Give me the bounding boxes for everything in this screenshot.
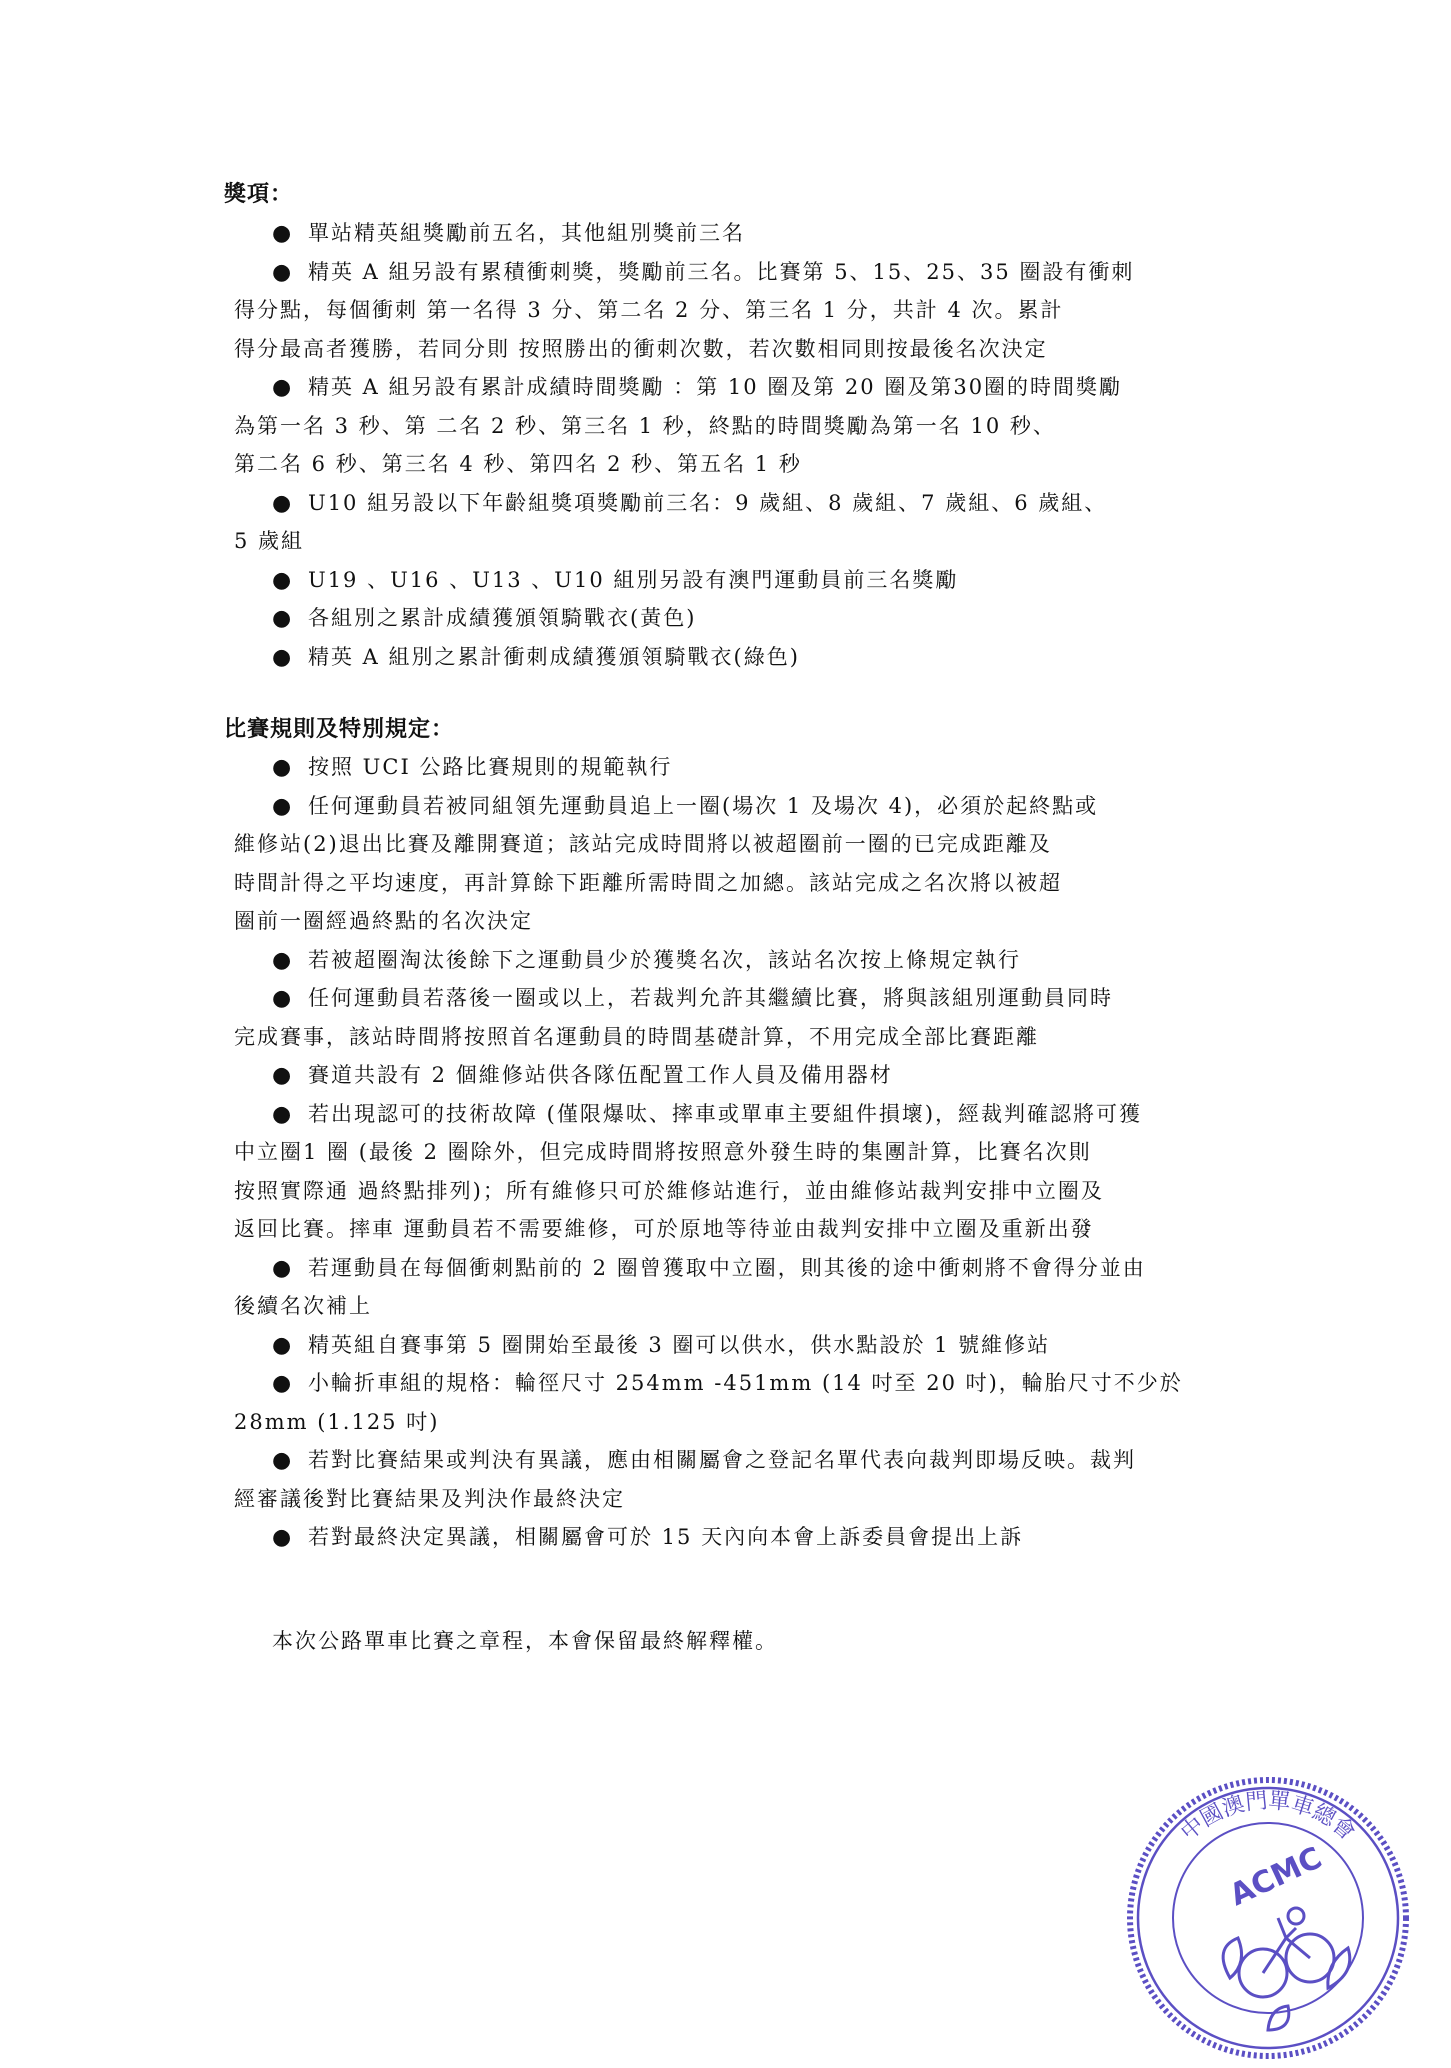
list-item [234, 253, 1252, 369]
list-item-text: 28mm (1.125 吋) [234, 1409, 440, 1434]
acmc-seal-stamp [1118, 1768, 1418, 2068]
list-item [272, 1518, 1252, 1557]
list-item-text: 按照實際通 過終點排列)；所有維修只可於維修站進行，並由維修站裁判安排中立圈及 [234, 1178, 1104, 1203]
seal-arc-text: 中國澳門單車總會 [1176, 1788, 1360, 1846]
list-item-text: 各組別之累計成績獲頒領騎戰衣(黃色) [308, 606, 697, 630]
bullet-icon: ● [272, 755, 294, 780]
list-item-text: 若被超圈淘汰後餘下之運動員少於獲獎名次，該站名次按上條規定執行 [308, 947, 1021, 972]
list-item [272, 638, 1252, 677]
seal-serrated-edge [1130, 1780, 1406, 2056]
list-item-text: 後續名次補上 [234, 1294, 372, 1318]
bullet-icon: ● [272, 1332, 294, 1358]
list-item [272, 941, 1252, 980]
bullet-icon: ● [272, 1255, 294, 1281]
list-item-text: U19 、U16 、U13 、U10 組別另設有澳門運動員前三名獎勵 [308, 567, 959, 592]
list-item-text: 得分點，每個衝刺 第一名得 3 分、第二名 2 分、第三名 1 分，共計 4 次。累計 [234, 298, 1064, 322]
bullet-icon: ● [272, 644, 294, 670]
list-item-text: 賽道共設有 2 個維修站供各隊伍配置工作人員及備用器材 [308, 1063, 893, 1087]
list-item-text: 若對最終決定異議，相關屬會可於 15 天內向本會上訴委員會提出上訴 [308, 1525, 1024, 1549]
list-item-text: 經審議後對比賽結果及判決作最終決定 [234, 1486, 625, 1511]
list-item-text: 任何運動員若被同組領先運動員追上一圈(場次 1 及場次 4)，必須於起終點或 [308, 793, 1099, 818]
list-item [272, 748, 1252, 787]
list-item-text: 圈前一圈經過終點的名次決定 [234, 909, 533, 933]
list-item [272, 1326, 1252, 1365]
list-item [272, 561, 1252, 600]
bullet-icon: ● [272, 375, 294, 400]
awards-list [234, 214, 1252, 676]
list-item-text: 為第一名 3 秒、第 二名 2 秒、第三名 1 秒，終點的時間獎勵為第一名 10 秒、 [234, 413, 1056, 438]
bullet-icon: ● [272, 221, 294, 246]
bullet-icon: ● [272, 1525, 294, 1550]
bullet-icon: ● [272, 567, 294, 593]
bullet-icon: ● [272, 606, 294, 631]
bullet-icon: ● [272, 986, 294, 1011]
list-item-text: 精英 A 組另設有累積衝刺獎，獎勵前三名。比賽第 5、15、25、35 圈設有衝刺 [308, 259, 1135, 284]
list-item [234, 979, 1252, 1056]
list-item-text: 若出現認可的技術故障 (僅限爆呔、摔車或單車主要組件損壞)，經裁判確認將可獲 [308, 1101, 1143, 1126]
list-item-text: 單站精英組獎勵前五名，其他組別獎前三名 [308, 221, 745, 245]
list-item-text: 若運動員在每個衝刺點前的 2 圈曾獲取中立圈，則其後的途中衝刺將不會得分並由 [308, 1255, 1146, 1280]
closing-statement: 本次公路單車比賽之章程，本會保留最終解釋權。 [272, 1629, 778, 1653]
list-item [234, 484, 1252, 561]
list-item-text: 5 歲組 [234, 529, 305, 553]
list-item [234, 787, 1252, 941]
seal-acronym: ACMC [1224, 1840, 1328, 1914]
list-item-text: 若對比賽結果或判決有異議，應由相關屬會之登記名單代表向裁判即場反映。裁判 [308, 1448, 1136, 1472]
rules-list [234, 748, 1252, 1557]
list-item-text: U10 組另設以下年齡組獎項獎勵前三名：9 歲組、8 歲組、7 歲組、6 歲組、 [308, 490, 1108, 515]
list-item-text: 返回比賽。摔車 運動員若不需要維修，可於原地等待並由裁判安排中立圈及重新出發 [234, 1217, 1094, 1241]
bullet-icon: ● [272, 947, 294, 973]
list-item-text: 得分最高者獲勝，若同分則 按照勝出的衝刺次數，若次數相同則按最後名次決定 [234, 336, 1048, 361]
list-item-text: 時間計得之平均速度，再計算餘下距離所需時間之加總。該站完成之名次將以被超 [234, 870, 1062, 895]
bullet-icon: ● [272, 1063, 294, 1088]
list-item-text: 維修站(2)退出比賽及離開賽道；該站完成時間將以被超圈前一圈的已完成距離及 [234, 832, 1052, 856]
list-item-text: 小輪折車組的規格：輪徑尺寸 254mm -451mm (14 吋至 20 吋)，輪胎尺寸不少於 [308, 1371, 1183, 1395]
list-item-text: 任何運動員若落後一圈或以上，若裁判允許其繼續比賽，將與該組別運動員同時 [308, 986, 1113, 1010]
list-item [234, 1095, 1252, 1249]
bullet-icon: ● [272, 490, 294, 516]
list-item [272, 214, 1252, 253]
list-item-text: 精英 A 組另設有累計成績時間獎勵 ：第 10 圈及第 20 圈及第30圈的時間獎勵 [308, 375, 1123, 399]
list-item-text: 完成賽事，該站時間將按照首名運動員的時間基礎計算，不用完成全部比賽距離 [234, 1024, 1039, 1049]
rules-heading: 比賽規則及特別規定： [224, 716, 455, 742]
list-item [272, 1056, 1252, 1095]
list-item-text: 按照 UCI 公路比賽規則的規範執行 [308, 755, 673, 779]
bullet-icon: ● [272, 1371, 294, 1396]
list-item-text: 第二名 6 秒、第三名 4 秒、第四名 2 秒、第五名 1 秒 [234, 452, 802, 476]
bullet-icon: ● [272, 1101, 294, 1127]
list-item [272, 599, 1252, 638]
bullet-icon: ● [272, 1448, 294, 1473]
bullet-icon: ● [272, 259, 294, 285]
list-item [234, 368, 1252, 484]
bullet-icon: ● [272, 793, 294, 819]
list-item-text: 精英 A 組別之累計衝刺成績獲頒領騎戰衣(綠色) [308, 644, 800, 669]
list-item-text: 精英組自賽事第 5 圈開始至最後 3 圈可以供水，供水點設於 1 號維修站 [308, 1332, 1051, 1357]
list-item [234, 1249, 1252, 1326]
awards-heading: 獎項： [224, 181, 294, 207]
list-item [234, 1364, 1252, 1441]
list-item-text: 中立圈1 圈 (最後 2 圈除外，但完成時間將按照意外發生時的集團計算，比賽名次則 [234, 1140, 1092, 1164]
list-item [234, 1441, 1252, 1518]
